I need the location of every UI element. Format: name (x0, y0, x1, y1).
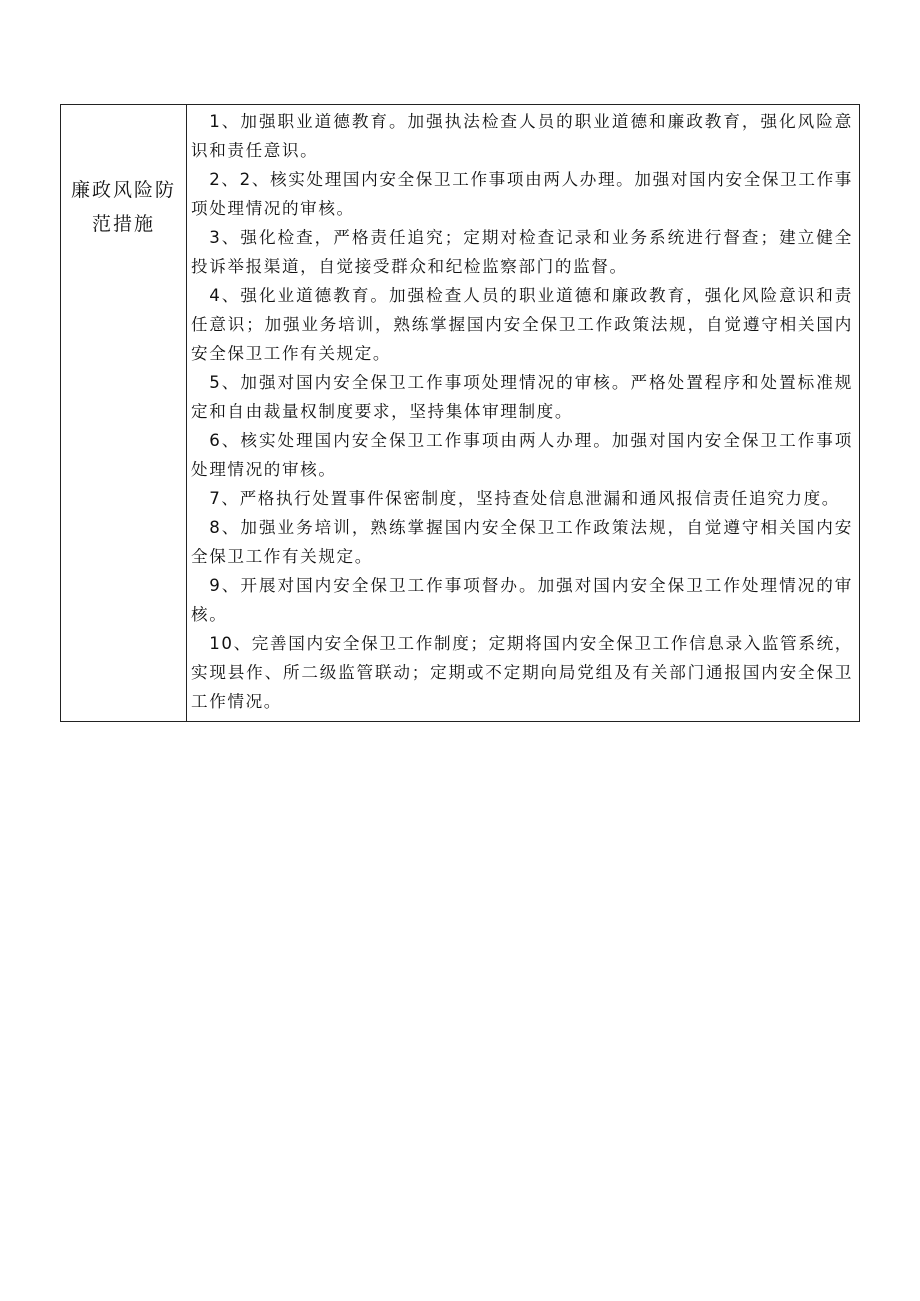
measure-item: 3、强化检查，严格责任追究；定期对检查记录和业务系统进行督查；建立健全投诉举报渠道，自觉接受群众和纪检监察部门的监督。 (191, 228, 853, 276)
measure-item: 8、加强业务培训，熟练掌握国内安全保卫工作政策法规，自觉遵守相关国内安全保卫工作有关规定。 (191, 518, 853, 566)
row-label: 廉政风险防范措施 (70, 179, 176, 235)
measures-cell (187, 105, 859, 721)
measure-item: 2、2、核实处理国内安全保卫工作事项由两人办理。加强对国内安全保卫工作事项处理情况的审核。 (191, 170, 853, 218)
measure-item: 4、强化业道德教育。加强检查人员的职业道德和廉政教育，强化风险意识和责任意识；加强业务培训，熟练掌握国内安全保卫工作政策法规，自觉遵守相关国内安全保卫工作有关规定。 (191, 286, 853, 363)
risk-prevention-table (60, 104, 860, 722)
measure-item: 9、开展对国内安全保卫工作事项督办。加强对国内安全保卫工作处理情况的审核。 (191, 576, 853, 624)
measure-item: 10、完善国内安全保卫工作制度；定期将国内安全保卫工作信息录入监管系统，实现县作、所二级监管联动；定期或不定期向局党组及有关部门通报国内安全保卫工作情况。 (191, 634, 853, 711)
measure-item: 5、加强对国内安全保卫工作事项处理情况的审核。严格处置程序和处置标准规定和自由裁量权制度要求，坚持集体审理制度。 (191, 373, 853, 421)
measure-item: 7、严格执行处置事件保密制度，坚持查处信息泄漏和通风报信责任追究力度。 (209, 489, 840, 508)
measure-item: 6、核实处理国内安全保卫工作事项由两人办理。加强对国内安全保卫工作事项处理情况的审核。 (191, 431, 853, 479)
label-cell (61, 105, 187, 721)
measure-item: 1、加强职业道德教育。加强执法检查人员的职业道德和廉政教育，强化风险意识和责任意识。 (191, 112, 853, 160)
